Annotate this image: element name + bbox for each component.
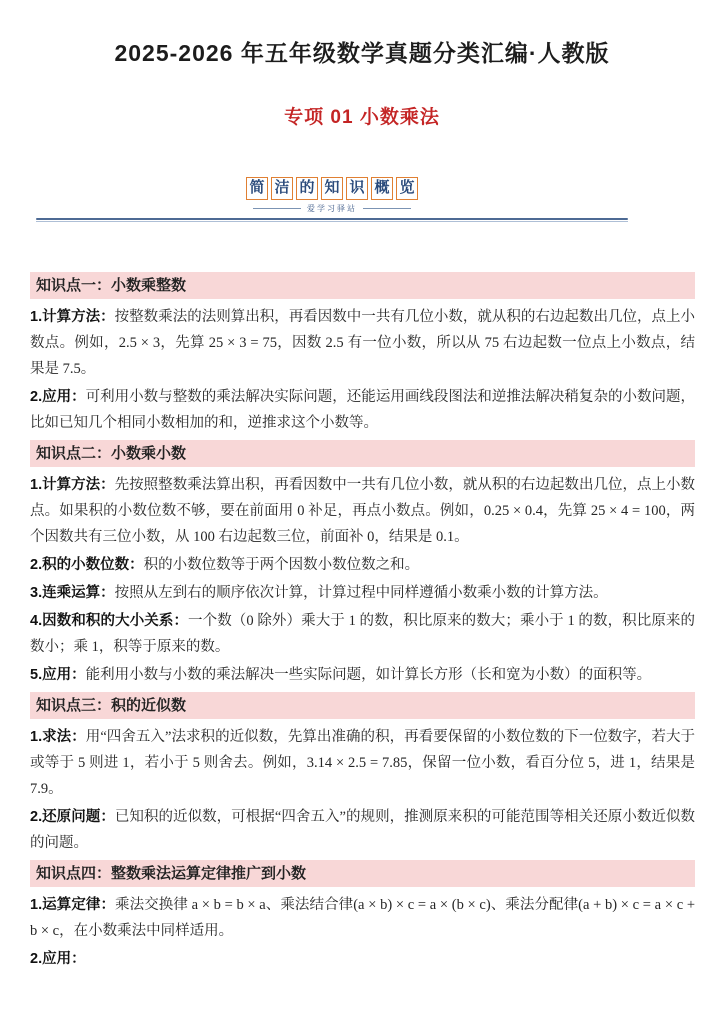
knowledge-paragraph xyxy=(30,946,695,972)
section-heading: 知识点二：小数乘小数 xyxy=(30,440,695,467)
badge-char: 知 xyxy=(321,177,343,200)
badge-caption: 爱学习驿站 xyxy=(307,204,357,213)
knowledge-paragraph xyxy=(30,384,695,436)
paragraph-label: 1.计算方法： xyxy=(30,477,115,493)
paragraph-text: 一个数（0 除外）乘大于 1 的数，积比原来的数大；乘小于 1 的数，积比原来的数小；乘 1，积等于原来的数。 xyxy=(30,613,696,655)
paragraph-label: 2.还原问题： xyxy=(30,809,115,825)
badge-char: 简 xyxy=(246,177,268,200)
paragraph-label: 1.计算方法： xyxy=(30,309,115,325)
paragraph-text: 积的小数位数等于两个因数小数位数之和。 xyxy=(143,557,420,573)
badge-char: 洁 xyxy=(271,177,293,200)
paragraph-text: 先按照整数乘法算出积，再看因数中一共有几位小数，就从积的右边起数出几位，点上小数点。如果积的小数位数不够，要在前面用 0 补足，再点小数点。例如，0.25 × 0.4，先算 25 × 4 = 100，两个因数共有三位小数，从 100 右边起数三位，前面补 0，结果是 0.1。 xyxy=(30,477,696,545)
paragraph-text: 能利用小数与小数的乘法解决一些实际问题，如计算长方形（长和宽为小数）的面积等。 xyxy=(85,667,652,683)
section-divider-rule xyxy=(36,218,628,220)
document-title: 2025-2026 年五年级数学真题分类汇编·人教版 xyxy=(114,40,610,66)
section-divider-rule-shadow xyxy=(36,221,628,222)
paragraph-label: 3.连乘运算： xyxy=(30,585,115,601)
knowledge-paragraph xyxy=(30,580,695,606)
paragraph-text: 用“四舍五入”法求积的近似数，先算出准确的积，再看要保留的小数位数的下一位数字，若大于或等于 5 则进 1，若小于 5 则舍去。例如，3.14 × 2.5 = 7.85，保留一位小数，看百分位 5，进 1，结果是 7.9。 xyxy=(30,729,696,797)
badge-char: 识 xyxy=(346,177,368,200)
badge-char: 概 xyxy=(371,177,393,200)
knowledge-paragraph xyxy=(30,662,695,688)
paragraph-text: 按照从左到右的顺序依次计算，计算过程中同样遵循小数乘小数的计算方法。 xyxy=(114,585,608,601)
paragraph-text: 可利用小数与整数的乘法解决实际问题，还能运用画线段图法和逆推法解决稍复杂的小数问题，比如已知几个相同小数相加的和，逆推求这个小数等。 xyxy=(30,389,696,431)
knowledge-paragraph xyxy=(30,804,695,856)
badge-char: 的 xyxy=(296,177,318,200)
paragraph-label: 2.积的小数位数： xyxy=(30,557,144,573)
paragraph-label: 1.运算定律： xyxy=(30,897,116,913)
badge-char: 览 xyxy=(396,177,418,200)
knowledge-overview-banner xyxy=(36,177,628,222)
knowledge-paragraph xyxy=(30,892,695,944)
paragraph-label: 5.应用： xyxy=(30,667,86,683)
knowledge-paragraph xyxy=(30,472,695,550)
section-heading: 知识点三：积的近似数 xyxy=(30,692,695,719)
document-subtitle: 专项 01 小数乘法 xyxy=(284,107,440,128)
caption-rule-left xyxy=(253,208,301,209)
section-heading: 知识点四：整数乘法运算定律推广到小数 xyxy=(30,860,695,887)
section-heading: 知识点一：小数乘整数 xyxy=(30,272,695,299)
paragraph-text: 已知积的近似数，可根据“四舍五入”的规则，推测原来积的可能范围等相关还原小数近似数的问题。 xyxy=(30,809,695,851)
overview-badge xyxy=(246,177,418,200)
knowledge-paragraph xyxy=(30,304,695,382)
knowledge-paragraph xyxy=(30,552,695,578)
badge-caption-row xyxy=(36,203,628,214)
document-body xyxy=(30,272,695,972)
caption-rule-right xyxy=(363,208,411,209)
paragraph-text: 按整数乘法的法则算出积，再看因数中一共有几位小数，就从积的右边起数出几位，点上小数点。例如，2.5 × 3，先算 25 × 3 = 75，因数 2.5 有一位小数，所以从 75 右边起数一位点上小数点，结果是 7.5。 xyxy=(30,309,696,377)
knowledge-paragraph xyxy=(30,608,695,660)
paragraph-label: 1.求法： xyxy=(30,729,86,745)
knowledge-paragraph xyxy=(30,724,695,802)
paragraph-label: 2.应用： xyxy=(30,389,86,405)
paragraph-label: 2.应用： xyxy=(30,951,86,967)
paragraph-text: 乘法交换律 a × b = b × a、乘法结合律(a × b) × c = a × (b × c)、乘法分配律(a + b) × c = a × c + b × c，在小数乘法中同样适用。 xyxy=(30,897,696,939)
paragraph-label: 4.因数和积的大小关系： xyxy=(30,613,189,629)
